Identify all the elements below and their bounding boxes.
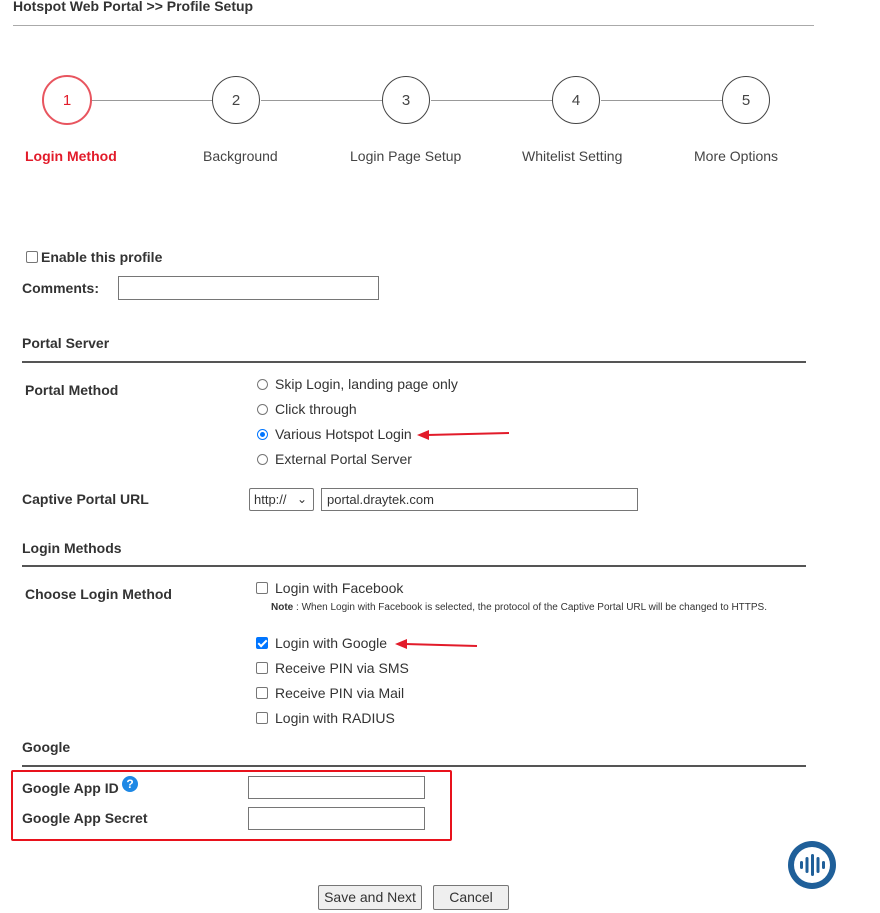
choose-login-method-label: Choose Login Method: [25, 586, 172, 602]
step-connector: [601, 100, 722, 101]
comments-label: Comments:: [22, 280, 100, 296]
step-connector: [261, 100, 382, 101]
step-2-circle[interactable]: 2: [212, 76, 260, 124]
portal-server-section-title: Portal Server: [22, 335, 110, 351]
radio-click-through[interactable]: [257, 404, 268, 415]
google-divider: [22, 765, 806, 767]
save-and-next-button[interactable]: Save and Next: [318, 885, 422, 910]
protocol-value: http://: [254, 492, 287, 507]
page-title: Hotspot Web Portal >> Profile Setup: [13, 0, 254, 14]
annotation-arrow: [415, 427, 511, 441]
login-option[interactable]: [256, 710, 395, 726]
step-3-circle[interactable]: 3: [382, 76, 430, 124]
checkbox-label: Login with Google: [275, 635, 388, 651]
enable-profile-label[interactable]: Enable this profile: [41, 249, 163, 265]
captive-portal-url-label: Captive Portal URL: [22, 491, 149, 507]
checkbox-facebook[interactable]: [256, 582, 268, 594]
annotation-arrow: [393, 637, 479, 651]
login-option[interactable]: [256, 685, 404, 701]
login-option[interactable]: [256, 660, 409, 676]
checkbox-radius[interactable]: [256, 712, 268, 724]
google-app-id-input[interactable]: [248, 776, 425, 799]
checkbox-label: Receive PIN via Mail: [275, 685, 405, 701]
google-app-secret-input[interactable]: [248, 807, 425, 830]
radio-label: External Portal Server: [275, 451, 412, 467]
protocol-select[interactable]: [249, 488, 314, 511]
portal-method-option[interactable]: [257, 451, 412, 467]
radio-label: Various Hotspot Login: [275, 426, 412, 442]
radio-external-portal[interactable]: [257, 454, 268, 465]
checkbox-google[interactable]: [256, 637, 268, 649]
portal-method-label: Portal Method: [25, 382, 119, 398]
cancel-button[interactable]: Cancel: [433, 885, 509, 910]
login-option[interactable]: [256, 580, 403, 596]
portal-server-divider: [22, 361, 806, 363]
checkbox-label: Receive PIN via SMS: [275, 660, 409, 676]
radio-various-hotspot-login[interactable]: [257, 429, 268, 440]
chat-widget-icon[interactable]: [787, 840, 837, 890]
google-app-id-label: Google App ID: [22, 780, 119, 796]
step-connector: [91, 100, 212, 101]
portal-method-option[interactable]: [257, 401, 357, 417]
comments-input[interactable]: [118, 276, 379, 300]
step-5-label[interactable]: More Options: [694, 148, 779, 164]
portal-method-option[interactable]: [257, 426, 412, 442]
step-4-label[interactable]: Whitelist Setting: [522, 148, 623, 164]
login-methods-section-title: Login Methods: [22, 540, 122, 556]
checkbox-mail[interactable]: [256, 687, 268, 699]
radio-skip-login[interactable]: [257, 379, 268, 390]
radio-label: Click through: [275, 401, 357, 417]
facebook-note: [271, 602, 781, 614]
checkbox-label: Login with RADIUS: [275, 710, 395, 726]
checkbox-sms[interactable]: [256, 662, 268, 674]
google-app-secret-label: Google App Secret: [22, 810, 148, 826]
step-4-circle[interactable]: 4: [552, 76, 600, 124]
captive-portal-url-input[interactable]: portal.draytek.com: [321, 488, 638, 511]
header-divider: [13, 25, 814, 26]
help-icon[interactable]: ?: [122, 776, 138, 792]
login-option[interactable]: [256, 635, 387, 651]
portal-method-option[interactable]: [257, 376, 458, 392]
step-1-circle[interactable]: 1: [42, 75, 92, 125]
step-3-label[interactable]: Login Page Setup: [350, 148, 462, 164]
radio-label: Skip Login, landing page only: [275, 376, 458, 392]
chevron-down-icon: ⌄: [296, 492, 307, 506]
google-section-title: Google: [22, 739, 71, 755]
note-label: Note: [271, 602, 294, 613]
enable-profile-checkbox[interactable]: [26, 251, 38, 263]
step-connector: [431, 100, 552, 101]
step-5-circle[interactable]: 5: [722, 76, 770, 124]
enable-profile-row: [26, 249, 162, 265]
note-text: : When Login with Facebook is selected, the protocol of the Captive Portal URL will be changed to HTTPS.: [293, 602, 767, 613]
step-2-label[interactable]: Background: [203, 148, 278, 164]
login-methods-divider: [22, 565, 806, 567]
checkbox-label: Login with Facebook: [275, 580, 404, 596]
step-1-label[interactable]: Login Method: [25, 148, 117, 164]
